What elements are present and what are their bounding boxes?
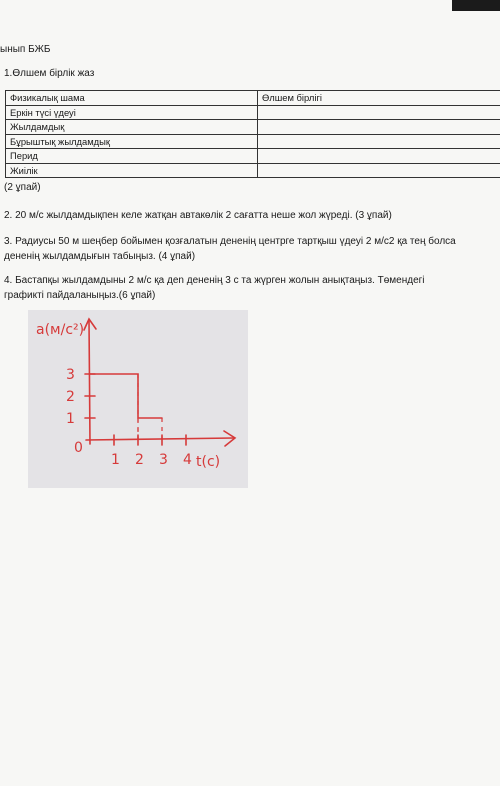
unit-cell[interactable] [258, 149, 500, 164]
table-row [6, 134, 500, 149]
series [90, 374, 162, 440]
x-tick-label: 2 [135, 452, 144, 468]
unit-cell[interactable] [258, 163, 500, 178]
quantity-cell: Перид [6, 149, 258, 164]
top-right-black-bar [452, 0, 500, 11]
origin-label: 0 [74, 440, 83, 456]
quantity-cell: Жылдамдық [6, 120, 258, 135]
table-row [6, 163, 500, 178]
unit-cell[interactable] [258, 120, 500, 135]
table-row [6, 120, 500, 135]
series-line [90, 374, 162, 418]
quantity-cell: Еркін түсі үдеуі [6, 105, 258, 120]
task2-text: 2. 20 м/с жылдамдықпен келе жатқан автакөлік 2 сағатта неше жол жүреді. (3 ұпай) [4, 210, 392, 221]
y-axis-label: a(м/с²) [36, 322, 85, 338]
graph-photo [28, 310, 248, 488]
task3-text [4, 234, 456, 264]
x-tick-label: 1 [111, 452, 120, 468]
unit-cell[interactable] [258, 134, 500, 149]
task3-line2: дененің жылдамдығын табыңыз. (4 ұпай) [4, 251, 196, 262]
task4-text [4, 273, 425, 303]
quantity-cell: Бұрыштық жылдамдық [6, 134, 258, 149]
x-axis [86, 438, 234, 440]
page-header: ынып БЖБ [0, 44, 51, 55]
axes [84, 319, 235, 446]
acceleration-time-graph [28, 310, 248, 488]
header-unit: Өлшем бірлігі [258, 91, 500, 106]
y-tick-label: 2 [66, 389, 75, 405]
x-tick-label: 4 [183, 452, 192, 468]
task1-points: (2 ұпай) [4, 182, 41, 193]
y-tick-label: 3 [66, 367, 75, 383]
task4-line2: графикті пайдаланыңыз.(6 ұпай) [4, 290, 156, 301]
task3-line1: 3. Радиусы 50 м шеңбер бойымен қозғалатын дененің центрге тартқыш үдеуі 2 м/с2 қа тең болса [4, 236, 456, 247]
x-axis-label: t(c) [196, 454, 221, 470]
task1-title: 1.Өлшем бірлік жаз [4, 68, 95, 79]
table-header-row [6, 91, 500, 106]
quantity-cell: Жиілік [6, 163, 258, 178]
ticks [85, 374, 186, 445]
units-table [5, 90, 500, 178]
task4-line1: 4. Бастапқы жылдамдыны 2 м/с қа деn дененің 3 с та жүрген жолын анықтаңыз. Төмендегі [4, 275, 425, 286]
x-tick-label: 3 [159, 452, 168, 468]
table-row [6, 105, 500, 120]
y-axis-arrow [84, 319, 96, 330]
table-row [6, 149, 500, 164]
header-quantity: Физикалық шама [6, 91, 258, 106]
unit-cell[interactable] [258, 105, 500, 120]
labels [36, 322, 220, 470]
y-tick-label: 1 [66, 411, 75, 427]
y-axis [89, 320, 90, 444]
